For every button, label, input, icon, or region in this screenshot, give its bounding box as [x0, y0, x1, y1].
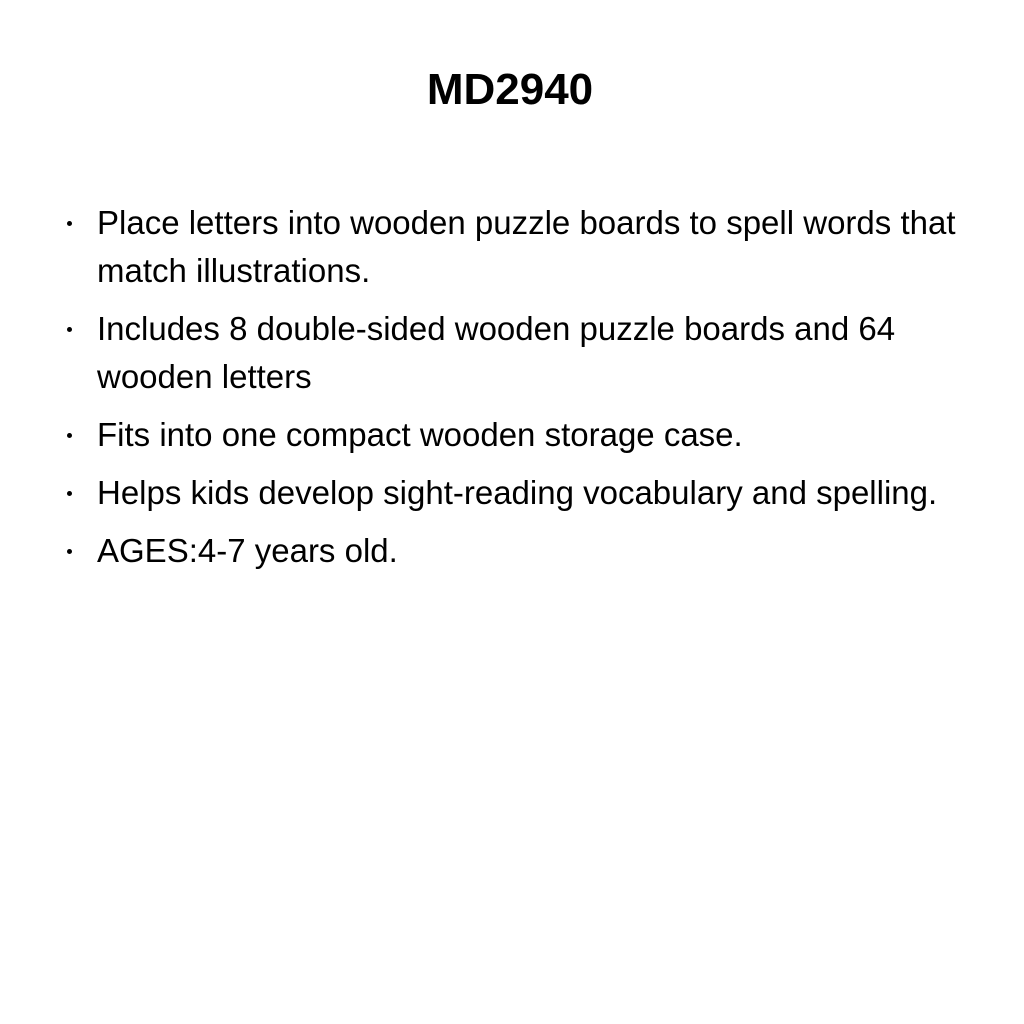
bullet-item [62, 527, 962, 575]
bullet-item [62, 469, 962, 517]
bullet-text: Helps kids develop sight-reading vocabulary and spelling. [97, 474, 938, 511]
bullet-list [62, 199, 962, 585]
bullet-dot-icon [67, 221, 72, 226]
bullet-text: AGES:4-7 years old. [97, 532, 398, 569]
bullet-text: Includes 8 double-sided wooden puzzle boards and 64 wooden letters [97, 310, 896, 395]
bullet-item [62, 305, 962, 401]
bullet-dot-icon [67, 433, 72, 438]
slide-title: MD2940 [426, 65, 594, 114]
bullet-dot-icon [67, 491, 72, 496]
bullet-text: Fits into one compact wooden storage case. [97, 416, 743, 453]
bullet-dot-icon [67, 327, 72, 332]
bullet-text: Place letters into wooden puzzle boards to spell words that match illustrations. [97, 204, 956, 289]
bullet-item [62, 411, 962, 459]
bullet-item [62, 199, 962, 295]
bullet-dot-icon [67, 549, 72, 554]
